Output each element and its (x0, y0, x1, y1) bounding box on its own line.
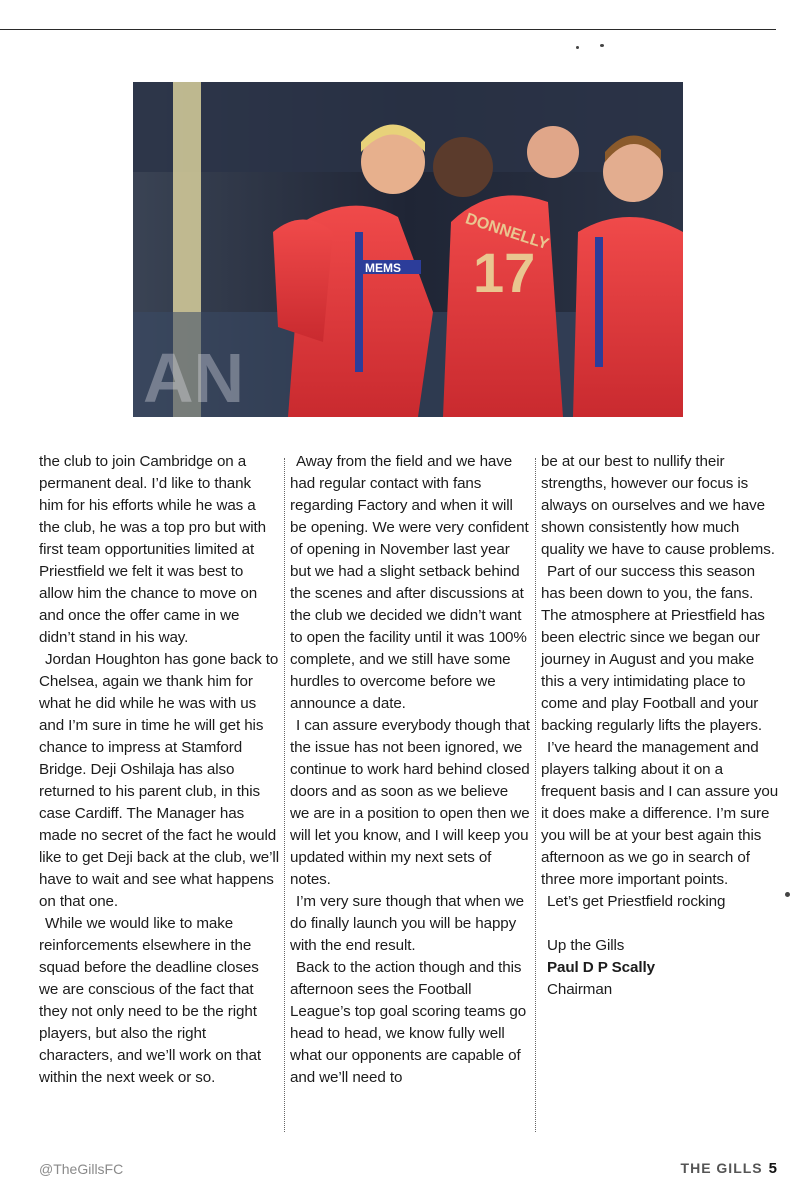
sponsor-text: MEMS (365, 261, 401, 275)
signature-title: Chairman (547, 981, 613, 998)
article-column-3 (541, 451, 781, 1001)
players-celebrating-photo (133, 82, 683, 417)
paragraph: I can assure everybody though that the issue has not been ignored, we continue to work hard behind closed doors and as soon as we believe we are in a position to open then we will let you know, and I will keep you updated within my next sets of notes. (290, 717, 530, 888)
print-speck (600, 44, 604, 47)
page-number: 5 (768, 1160, 778, 1177)
twitter-handle: @TheGillsFC (39, 1161, 124, 1177)
signature-name: Paul D P Scally (547, 959, 655, 976)
paragraph: I’m very sure though that when we do finally launch you will be happy with the end result. (290, 893, 525, 954)
svg-text:DONNELLY: DONNELLY (463, 210, 551, 254)
paragraph: be at our best to nullify their strengths, however our focus is always on ourselves and we have shown consistently how much quality we have to cause problems. (541, 453, 775, 558)
paragraph: While we would like to make reinforcements elsewhere in the squad before the deadline closes we are conscious of the fact that they not only need to be the right players, but also the right characters, and we’ll work on that within the next week or so. (39, 915, 261, 1086)
paragraph: Part of our success this season has been down to you, the fans. The atmosphere at Priestfield has been electric since we began our journey in August and you make this a very intimidating place to come and play Football and your backing regularly lifts the players. (541, 563, 765, 734)
signoff: Up the Gills (547, 937, 625, 954)
paragraph: Jordan Houghton has gone back to Chelsea, again we thank him for what he did while he was with us and I’m sure in time he will get his chance to impress at Stamford Bridge. Deji Oshilaja has also returned to his parent club, in this case Cardiff. The Manager has made no secret of the fact he would like to get Deji back at the club, we’ll have to wait and see what happens on that one. (39, 651, 279, 910)
paragraph: I’ve heard the management and players talking about it on a frequent basis and I can assure you it does make a difference. I’m sure you will be at your best again this afternoon as we go in search of three more important points. (541, 739, 779, 888)
top-rule (0, 29, 776, 30)
column-divider (284, 458, 285, 1132)
svg-text:AN: AN (143, 339, 245, 417)
page-footer (681, 1160, 778, 1177)
magazine-name: THE GILLS (680, 1160, 763, 1176)
print-speck (785, 892, 790, 897)
paragraph: Back to the action though and this afternoon sees the Football League’s top goal scoring teams go head to head, we know fully well what our opponents are capable of and we’ll need to (290, 959, 527, 1086)
paragraph: Let’s get Priestfield rocking (547, 893, 726, 910)
paragraph: the club to join Cambridge on a permanent deal. I’d like to thank him for his efforts while he was a the club, he was a top pro but with first team opportunities limited at Priestfield we felt it was best to allow him the chance to move on and once the offer came in we didn’t stand in his way. (39, 453, 266, 646)
photo-illustration (133, 82, 683, 417)
svg-text:17: 17 (473, 241, 536, 304)
article-column-1 (39, 451, 279, 1089)
article-column-2 (290, 451, 530, 1089)
paragraph: Away from the field and we have had regular contact with fans regarding Factory and when it will be opening. We were very confident of opening in November last year but we had a slight setback behind the scenes and after discussions at the club we decided we didn’t want to open the facility until it was 100% complete, and we still have some hurdles to overcome before we announce a date. (290, 453, 529, 712)
print-speck (576, 46, 579, 49)
column-divider (535, 458, 536, 1132)
